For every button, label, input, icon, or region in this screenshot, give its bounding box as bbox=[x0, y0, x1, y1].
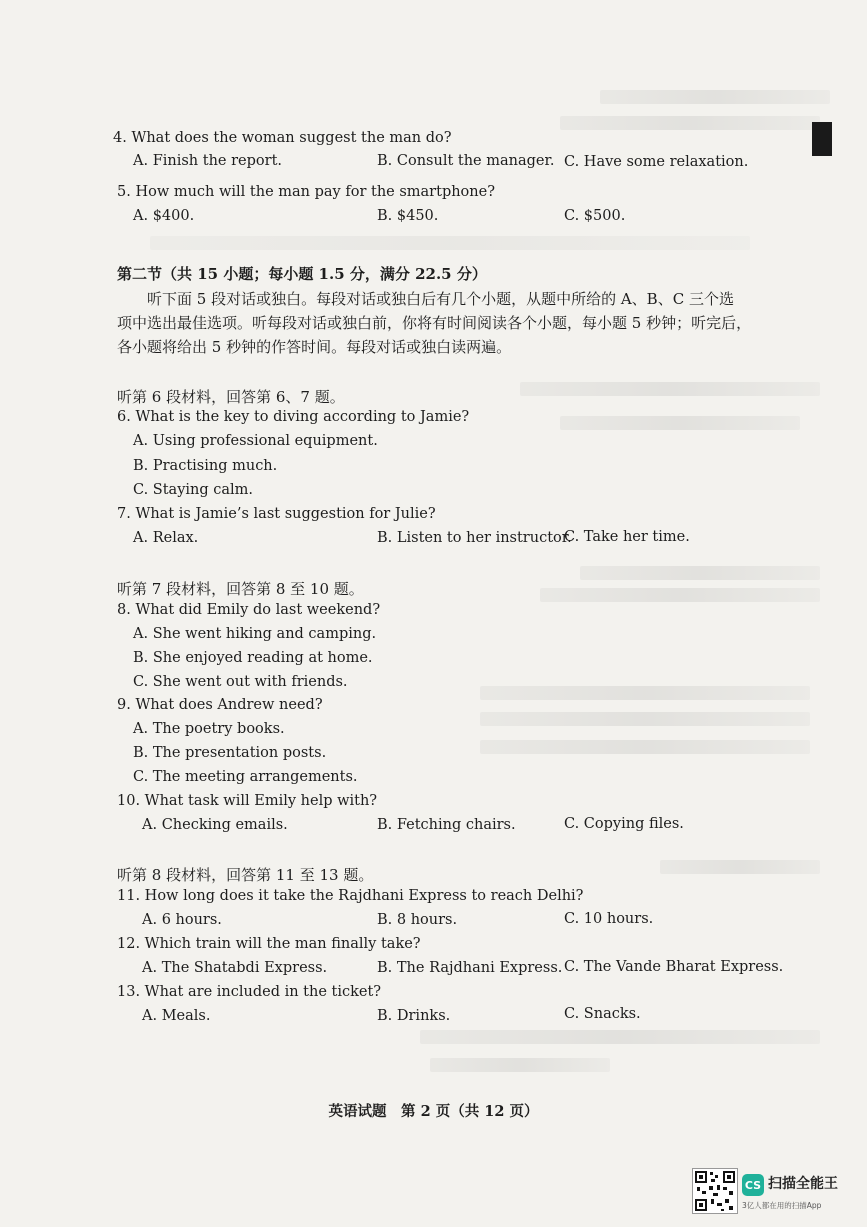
bleed-through-text bbox=[560, 116, 820, 130]
question-8-option-a: A. She went hiking and camping. bbox=[133, 626, 377, 642]
bleed-through-text bbox=[430, 1058, 610, 1072]
question-4-option-a: A. Finish the report. bbox=[133, 153, 283, 169]
question-5-option-a: A. $400. bbox=[133, 208, 195, 224]
bleed-through-text bbox=[580, 566, 820, 580]
question-6-option-c: C. Staying calm. bbox=[133, 482, 254, 498]
question-7-stem: 7. What is Jamie’s last suggestion for Julie? bbox=[117, 506, 436, 522]
question-12-option-a: A. The Shatabdi Express. bbox=[142, 960, 328, 976]
question-8-stem: 8. What did Emily do last weekend? bbox=[117, 602, 381, 618]
question-6-option-b: B. Practising much. bbox=[133, 458, 278, 474]
question-7-option-b: B. Listen to her instructor. bbox=[377, 530, 572, 546]
question-7-option-c: C. Take her time. bbox=[564, 529, 690, 545]
question-4-stem: 4. What does the woman suggest the man do? bbox=[113, 130, 452, 146]
question-9-option-b: B. The presentation posts. bbox=[133, 745, 327, 761]
question-13-option-b: B. Drinks. bbox=[377, 1008, 451, 1024]
scanner-app-name: 扫描全能王 bbox=[768, 1176, 838, 1192]
qr-code-icon bbox=[692, 1168, 738, 1214]
scanner-app-tagline: 3亿人都在用的扫描App bbox=[742, 1201, 822, 1210]
section-2-instructions-line-2: 项中选出最佳选项。听每段对话或独白前，你将有时间阅读各个小题，每小题 5 秒钟；听完后， bbox=[117, 314, 752, 332]
question-8-option-c: C. She went out with friends. bbox=[133, 674, 348, 690]
bleed-through-text bbox=[420, 1030, 820, 1044]
question-6-option-a: A. Using professional equipment. bbox=[133, 433, 378, 449]
section-2-instructions-line-3: 各小题将给出 5 秒钟的作答时间。每段对话或独白读两遍。 bbox=[117, 338, 512, 356]
camscanner-logo-icon: CS bbox=[742, 1174, 764, 1196]
passage-8-intro: 听第 8 段材料，回答第 11 至 13 题。 bbox=[117, 866, 374, 884]
question-5-option-c: C. $500. bbox=[564, 208, 626, 224]
question-6-stem: 6. What is the key to diving according to Jamie? bbox=[117, 409, 470, 425]
question-11-option-b: B. 8 hours. bbox=[377, 912, 458, 928]
bleed-through-text bbox=[520, 382, 820, 396]
question-12-option-c: C. The Vande Bharat Express. bbox=[564, 959, 784, 975]
question-12-option-b: B. The Rajdhani Express. bbox=[377, 960, 563, 976]
question-11-stem: 11. How long does it take the Rajdhani Express to reach Delhi? bbox=[117, 888, 584, 904]
question-12-stem: 12. Which train will the man finally take? bbox=[117, 936, 421, 952]
passage-7-intro: 听第 7 段材料，回答第 8 至 10 题。 bbox=[117, 580, 364, 598]
section-2-heading: 第二节（共 15 小题；每小题 1.5 分，满分 22.5 分） bbox=[117, 265, 487, 283]
question-10-option-c: C. Copying files. bbox=[564, 816, 684, 832]
question-4-option-c: C. Have some relaxation. bbox=[564, 154, 749, 170]
page-footer: 英语试题 第 2 页（共 12 页） bbox=[328, 1103, 539, 1120]
question-10-stem: 10. What task will Emily help with? bbox=[117, 793, 378, 809]
bleed-through-text bbox=[600, 90, 830, 104]
question-9-option-c: C. The meeting arrangements. bbox=[133, 769, 358, 785]
question-11-option-c: C. 10 hours. bbox=[564, 911, 654, 927]
question-13-option-a: A. Meals. bbox=[142, 1008, 211, 1024]
passage-6-intro: 听第 6 段材料，回答第 6、7 题。 bbox=[117, 388, 345, 406]
question-9-option-a: A. The poetry books. bbox=[133, 721, 285, 737]
scan-registration-mark bbox=[812, 122, 832, 156]
bleed-through-text bbox=[480, 712, 810, 726]
question-11-option-a: A. 6 hours. bbox=[142, 912, 222, 928]
question-5-stem: 5. How much will the man pay for the smartphone? bbox=[117, 184, 495, 200]
bleed-through-text bbox=[480, 686, 810, 700]
bleed-through-text bbox=[660, 860, 820, 874]
bleed-through-text bbox=[480, 740, 810, 754]
question-9-stem: 9. What does Andrew need? bbox=[117, 697, 323, 713]
scanner-watermark bbox=[692, 1168, 852, 1218]
question-13-stem: 13. What are included in the ticket? bbox=[117, 984, 382, 1000]
bleed-through-text bbox=[540, 588, 820, 602]
bleed-through-text bbox=[560, 416, 800, 430]
question-13-option-c: C. Snacks. bbox=[564, 1006, 641, 1022]
question-5-option-b: B. $450. bbox=[377, 208, 439, 224]
question-7-option-a: A. Relax. bbox=[133, 530, 199, 546]
bleed-through-text bbox=[150, 236, 750, 250]
question-8-option-b: B. She enjoyed reading at home. bbox=[133, 650, 373, 666]
question-10-option-a: A. Checking emails. bbox=[142, 817, 288, 833]
question-4-option-b: B. Consult the manager. bbox=[377, 153, 555, 169]
section-2-instructions-line-1: 听下面 5 段对话或独白。每段对话或独白后有几个小题，从题中所给的 A、B、C 三个选 bbox=[147, 290, 734, 308]
question-10-option-b: B. Fetching chairs. bbox=[377, 817, 516, 833]
